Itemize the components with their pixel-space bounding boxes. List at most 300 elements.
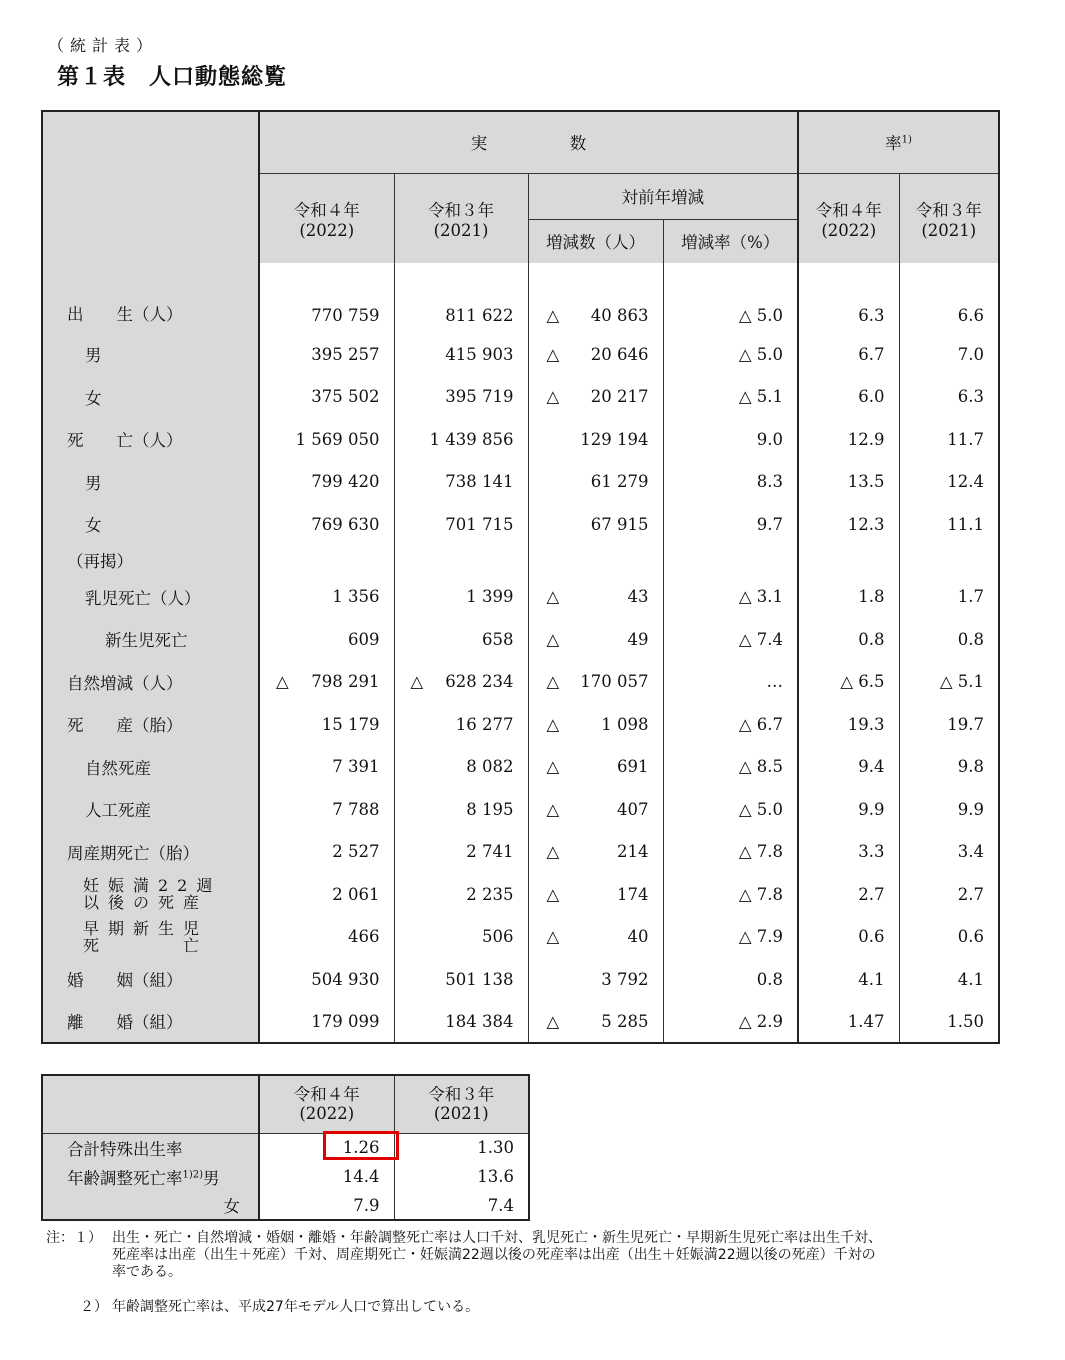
- cell-y4: [259, 375, 394, 418]
- cell-dnum: [528, 460, 663, 503]
- cell-dnum: [528, 660, 663, 703]
- cell-drate: [663, 418, 798, 460]
- header-rate: 率$^{1)}$: [798, 111, 999, 173]
- triangle-mark: △: [546, 714, 560, 734]
- cell-drate: [663, 745, 798, 788]
- cell-value: 12.9: [847, 429, 885, 449]
- row-label: 女: [42, 375, 259, 418]
- row-label: 男: [42, 460, 259, 503]
- cell-value: 12.3: [847, 514, 885, 534]
- cell-value: 0.8: [858, 629, 885, 649]
- cell-r3: [899, 418, 999, 460]
- cell-value: 7 788: [332, 799, 380, 819]
- header-blank: [42, 111, 259, 263]
- cell-y3: [394, 1000, 528, 1043]
- cell-value: 13.5: [847, 472, 885, 491]
- cell-y4: [259, 788, 394, 830]
- cell-value: 7 391: [332, 757, 380, 776]
- cell-dnum: [528, 418, 663, 460]
- cell-value: 2 741: [466, 842, 514, 861]
- cell-value: 20 646: [590, 344, 649, 364]
- cell-dnum: [528, 503, 663, 545]
- triangle-mark: △: [546, 799, 560, 819]
- cell-value: 0.8: [957, 629, 985, 649]
- table-row: [42, 460, 999, 503]
- triangle-mark: △: [410, 672, 424, 691]
- cell-value: 3 792: [601, 969, 649, 989]
- cell-value: 2.7: [957, 884, 985, 904]
- triangle-mark: △: [276, 672, 289, 691]
- sub-header-y4: 令和４年 (2022): [259, 1075, 394, 1133]
- cell-value: 811 622: [445, 306, 514, 325]
- row-label: 婚 姻（組）: [42, 958, 259, 1000]
- adr-female-label: 女: [42, 1191, 259, 1220]
- cell-y4: [259, 660, 394, 703]
- cell-y4: [259, 745, 394, 788]
- cell-y3: [394, 745, 528, 788]
- cell-value: 2 527: [332, 842, 380, 861]
- cell-drate: [663, 788, 798, 830]
- cell-drate: [663, 660, 798, 703]
- cell-dnum: [528, 703, 663, 745]
- cell-y3: [394, 915, 528, 958]
- cell-value: 2 235: [466, 884, 514, 904]
- cell-y3: [394, 418, 528, 460]
- table-row: [42, 703, 999, 745]
- cell-value: 1.8: [858, 587, 885, 606]
- cell-value: △ 2.9: [738, 1011, 783, 1031]
- table-row: [42, 503, 999, 545]
- cell-value: 8.3: [756, 472, 783, 491]
- adr-label: 年齢調整死亡率$^{1)2)}$男: [42, 1162, 259, 1191]
- cell-drate: [663, 460, 798, 503]
- cell-value: 395 257: [311, 344, 380, 364]
- row-label: 新生児死亡: [42, 618, 259, 660]
- cell-value: 5 285: [601, 1011, 649, 1031]
- cell-value: 20 217: [590, 387, 649, 406]
- cell-value: △ 5.1: [738, 387, 783, 406]
- adr-male-row: [42, 1162, 529, 1191]
- adr-male-y3: 13.6: [394, 1162, 529, 1191]
- cell-y3: [394, 703, 528, 745]
- cell-y4: [259, 830, 394, 873]
- cell-dnum: [528, 830, 663, 873]
- cell-r4: [798, 660, 899, 703]
- sub-header-y3: 令和３年 (2021): [394, 1075, 529, 1133]
- cell-value: …: [766, 672, 783, 691]
- cell-value: 16 277: [455, 714, 514, 734]
- header-rate-y4: 令和４年 (2022): [798, 173, 899, 263]
- cell-value: △ 6.7: [738, 714, 783, 734]
- empty-cell: [899, 545, 999, 575]
- adr-male-y4: 14.4: [259, 1162, 394, 1191]
- cell-value: 9.4: [858, 757, 885, 776]
- cell-value: 2 061: [332, 884, 380, 904]
- adr-female-y3: 7.4: [394, 1191, 529, 1220]
- cell-value: 1 439 856: [429, 429, 514, 449]
- cell-value: △ 8.5: [738, 757, 783, 776]
- cell-value: 0.8: [756, 969, 783, 989]
- cell-value: 1.50: [947, 1011, 985, 1031]
- cell-value: △ 3.1: [738, 587, 783, 606]
- row-label: 離 婚（組）: [42, 1000, 259, 1043]
- cell-y3: [394, 263, 528, 333]
- cell-value: △ 5.0: [738, 306, 783, 325]
- cell-value: 1.47: [847, 1011, 885, 1031]
- cell-value: △ 7.9: [738, 927, 783, 946]
- cell-drate: [663, 618, 798, 660]
- cell-r3: [899, 915, 999, 958]
- cell-r4: [798, 830, 899, 873]
- triangle-mark: △: [546, 927, 560, 946]
- note-2: 年齢調整死亡率は、平成27年モデル人口で算出している。: [112, 1299, 480, 1315]
- cell-y3: [394, 788, 528, 830]
- table-row: [42, 418, 999, 460]
- row-label-line: 早期新生児: [83, 918, 209, 938]
- cell-drate: [663, 830, 798, 873]
- cell-r3: [899, 375, 999, 418]
- main-statistics-table: [41, 110, 1000, 1044]
- cell-drate: [663, 503, 798, 545]
- header-y4: 令和４年 (2022): [259, 173, 394, 263]
- cell-value: 407: [617, 799, 649, 819]
- tfr-y3: 1.30: [394, 1133, 529, 1162]
- triangle-mark: △: [546, 842, 560, 861]
- cell-y4: [259, 460, 394, 503]
- table-row: [42, 263, 999, 333]
- cell-r3: [899, 788, 999, 830]
- cell-value: 43: [627, 587, 649, 606]
- table-row: [42, 1000, 999, 1043]
- header-actual: 実 数: [259, 111, 798, 173]
- cell-r4: [798, 263, 899, 333]
- cell-value: 8 082: [466, 757, 514, 776]
- table-row: [42, 958, 999, 1000]
- row-label: 死 産（胎）: [42, 703, 259, 745]
- cell-dnum: [528, 375, 663, 418]
- cell-dnum: [528, 618, 663, 660]
- cell-value: 40 863: [590, 306, 649, 325]
- table-row: [42, 873, 999, 915]
- cell-value: 11.7: [947, 429, 985, 449]
- cell-value: △ 5.0: [738, 344, 783, 364]
- header-diff: 対前年増減: [528, 173, 798, 219]
- triangle-mark: △: [546, 344, 560, 364]
- empty-cell: [394, 545, 528, 575]
- cell-value: △ 5.1: [939, 672, 985, 691]
- cell-drate: [663, 333, 798, 375]
- cell-y4: [259, 703, 394, 745]
- header-y3: 令和３年 (2021): [394, 173, 528, 263]
- row-label: 乳児死亡（人）: [42, 575, 259, 618]
- cell-value: 6.6: [957, 306, 985, 325]
- cell-value: 3.3: [858, 842, 885, 861]
- cell-drate: [663, 575, 798, 618]
- highlight-box: [323, 1131, 399, 1160]
- cell-drate: [663, 703, 798, 745]
- triangle-mark: △: [546, 587, 560, 606]
- cell-y3: [394, 375, 528, 418]
- cell-r3: [899, 460, 999, 503]
- cell-value: 129 194: [580, 429, 649, 449]
- cell-value: 49: [627, 629, 649, 649]
- triangle-mark: △: [546, 672, 560, 691]
- note-1-line-c: 率である。: [112, 1264, 182, 1280]
- cell-value: 466: [348, 927, 380, 946]
- cell-y4: [259, 1000, 394, 1043]
- header-diff-num: 増減数（人）: [528, 219, 663, 263]
- cell-r4: [798, 503, 899, 545]
- cell-value: 769 630: [311, 514, 380, 534]
- note-1-line-a: 出生・死亡・自然増減・婚姻・離婚・年齢調整死亡率は人口千対、乳児死亡・新生児死亡・早期新生児死亡率は出生千対、: [112, 1230, 882, 1246]
- triangle-mark: △: [546, 1011, 560, 1031]
- cell-y4: [259, 418, 394, 460]
- cell-drate: [663, 915, 798, 958]
- cell-dnum: [528, 575, 663, 618]
- cell-value: 1 356: [332, 587, 380, 606]
- cell-value: 4.1: [858, 969, 885, 989]
- cell-y3: [394, 830, 528, 873]
- adr-female-y4: 7.9: [259, 1191, 394, 1220]
- row-label: 死 亡（人）: [42, 418, 259, 460]
- row-label: 人工死産: [42, 788, 259, 830]
- cell-y3: [394, 503, 528, 545]
- cell-value: △ 5.0: [738, 799, 783, 819]
- table-row: [42, 333, 999, 375]
- cell-r4: [798, 575, 899, 618]
- cell-value: 67 915: [590, 514, 649, 534]
- triangle-mark: △: [546, 306, 560, 325]
- table-row: [42, 745, 999, 788]
- cell-value: 9.7: [756, 514, 783, 534]
- cell-dnum: [528, 263, 663, 333]
- cell-r3: [899, 703, 999, 745]
- empty-cell: [259, 545, 394, 575]
- cell-value: 6.3: [858, 306, 885, 325]
- cell-value: 798 291: [311, 672, 380, 691]
- cell-r4: [798, 460, 899, 503]
- cell-value: 501 138: [445, 969, 514, 989]
- cell-r3: [899, 618, 999, 660]
- empty-cell: [528, 545, 663, 575]
- header-diff-rate: 増減率（%）: [663, 219, 798, 263]
- cell-y4: [259, 873, 394, 915]
- row-label: （再掲）: [42, 545, 259, 575]
- cell-y4: [259, 618, 394, 660]
- cell-value: 9.8: [957, 757, 985, 776]
- row-label: 周産期死亡（胎）: [42, 830, 259, 873]
- cell-value: 170 057: [580, 672, 649, 691]
- cell-r4: [798, 618, 899, 660]
- cell-r3: [899, 575, 999, 618]
- cell-value: 1 399: [466, 587, 514, 606]
- table-row: [42, 575, 999, 618]
- cell-r4: [798, 1000, 899, 1043]
- cell-drate: [663, 958, 798, 1000]
- cell-value: △ 6.5: [840, 672, 885, 691]
- cell-value: 799 420: [311, 472, 380, 491]
- cell-y3: [394, 575, 528, 618]
- cell-dnum: [528, 1000, 663, 1043]
- tfr-label: 合計特殊出生率: [42, 1133, 259, 1162]
- cell-value: 1 098: [601, 714, 649, 734]
- cell-y4: [259, 575, 394, 618]
- page-title: 第１表 人口動態総覧: [57, 65, 288, 90]
- triangle-mark: △: [546, 387, 560, 406]
- row-label-line: 以後の死産: [83, 893, 209, 912]
- cell-value: 19.7: [947, 714, 985, 734]
- cell-value: 395 719: [445, 387, 514, 406]
- cell-y3: [394, 660, 528, 703]
- cell-r3: [899, 503, 999, 545]
- cell-drate: [663, 873, 798, 915]
- sub-header-blank: [42, 1075, 259, 1133]
- cell-dnum: [528, 333, 663, 375]
- cell-r4: [798, 703, 899, 745]
- cell-y3: [394, 958, 528, 1000]
- cell-value: 15 179: [321, 714, 380, 734]
- cell-value: 2.7: [858, 884, 885, 904]
- cell-r4: [798, 375, 899, 418]
- note-2-prefix: ２）: [80, 1299, 108, 1315]
- note-prefix: 注：１）: [46, 1230, 102, 1246]
- empty-cell: [663, 545, 798, 575]
- tfr-row: [42, 1133, 529, 1162]
- cell-y3: [394, 460, 528, 503]
- cell-value: 1.7: [957, 587, 985, 606]
- cell-drate: [663, 375, 798, 418]
- cell-drate: [663, 1000, 798, 1043]
- header-rate-y3: 令和３年 (2021): [899, 173, 999, 263]
- cell-r4: [798, 333, 899, 375]
- cell-y4: [259, 958, 394, 1000]
- row-label: [42, 873, 259, 915]
- table-row: [42, 660, 999, 703]
- table-row: [42, 915, 999, 958]
- cell-value: 40: [627, 927, 649, 946]
- cell-value: △ 7.8: [738, 884, 783, 904]
- table-row: [42, 375, 999, 418]
- table-row: [42, 545, 999, 575]
- cell-value: 174: [617, 884, 649, 904]
- cell-y3: [394, 333, 528, 375]
- cell-value: 738 141: [445, 472, 514, 491]
- cell-value: 61 279: [590, 472, 649, 491]
- cell-y4: [259, 263, 394, 333]
- cell-value: 3.4: [957, 842, 985, 861]
- cell-r4: [798, 745, 899, 788]
- cell-r4: [798, 958, 899, 1000]
- row-label: 自然死産: [42, 745, 259, 788]
- table-row: [42, 618, 999, 660]
- cell-value: 609: [348, 629, 380, 649]
- table-row: [42, 788, 999, 830]
- cell-value: 770 759: [311, 306, 380, 325]
- cell-value: 6.0: [858, 387, 885, 406]
- cell-value: 9.9: [858, 799, 885, 819]
- cell-y3: [394, 618, 528, 660]
- cell-value: 4.1: [957, 969, 985, 989]
- cell-drate: [663, 263, 798, 333]
- cell-y4: [259, 503, 394, 545]
- row-label: 出 生（人）: [42, 263, 259, 333]
- cell-dnum: [528, 745, 663, 788]
- cell-value: 628 234: [445, 672, 514, 691]
- cell-value: 0.6: [957, 927, 985, 946]
- cell-value: 375 502: [311, 387, 380, 406]
- cell-value: 9.9: [957, 799, 985, 819]
- triangle-mark: △: [546, 757, 560, 776]
- category-label: （統計表）: [48, 36, 159, 55]
- cell-r3: [899, 958, 999, 1000]
- cell-value: 12.4: [947, 472, 985, 491]
- cell-r3: [899, 660, 999, 703]
- note-1-line-b: 死産率は出産（出生＋死産）千対、周産期死亡・妊娠満22週以後の死産率は出産（出生＋妊娠満22週以後の死産）千対の: [112, 1247, 876, 1263]
- cell-value: 658: [482, 629, 514, 649]
- cell-value: 504 930: [311, 969, 380, 989]
- cell-value: 506: [482, 927, 514, 946]
- cell-dnum: [528, 958, 663, 1000]
- sub-statistics-table: [41, 1074, 530, 1221]
- adr-female-row: [42, 1191, 529, 1220]
- cell-value: 8 195: [466, 799, 514, 819]
- table-row: [42, 830, 999, 873]
- cell-r3: [899, 745, 999, 788]
- cell-dnum: [528, 873, 663, 915]
- cell-value: 179 099: [311, 1011, 380, 1031]
- cell-y4: [259, 915, 394, 958]
- row-label: 男: [42, 333, 259, 375]
- cell-value: 6.3: [957, 387, 985, 406]
- cell-value: 9.0: [756, 429, 783, 449]
- cell-dnum: [528, 788, 663, 830]
- cell-r4: [798, 915, 899, 958]
- cell-value: 7.0: [957, 344, 985, 364]
- row-label: [42, 915, 259, 958]
- cell-value: 0.6: [858, 927, 885, 946]
- tfr-y4: 1.26: [259, 1133, 394, 1162]
- cell-value: 701 715: [445, 514, 514, 534]
- empty-cell: [798, 545, 899, 575]
- cell-r3: [899, 333, 999, 375]
- row-label: 自然増減（人）: [42, 660, 259, 703]
- cell-value: 214: [617, 842, 649, 861]
- cell-value: 19.3: [847, 714, 885, 734]
- cell-r3: [899, 873, 999, 915]
- cell-value: 691: [617, 757, 649, 776]
- row-label: 女: [42, 503, 259, 545]
- cell-value: 11.1: [947, 514, 985, 534]
- cell-value: △ 7.8: [738, 842, 783, 861]
- row-label-line: 死 亡: [83, 935, 209, 955]
- triangle-mark: △: [546, 884, 560, 904]
- cell-y3: [394, 873, 528, 915]
- cell-r4: [798, 788, 899, 830]
- row-label-line: 妊娠満22週: [83, 876, 222, 895]
- cell-r3: [899, 1000, 999, 1043]
- cell-r4: [798, 873, 899, 915]
- note-1: [112, 1230, 1042, 1281]
- cell-r4: [798, 418, 899, 460]
- cell-r3: [899, 830, 999, 873]
- cell-value: 1 569 050: [295, 429, 380, 449]
- cell-y4: [259, 333, 394, 375]
- triangle-mark: △: [546, 629, 560, 649]
- cell-value: 6.7: [858, 344, 885, 364]
- main-table-body: [42, 263, 999, 1043]
- cell-value: △ 7.4: [738, 629, 783, 649]
- cell-value: 184 384: [445, 1011, 514, 1031]
